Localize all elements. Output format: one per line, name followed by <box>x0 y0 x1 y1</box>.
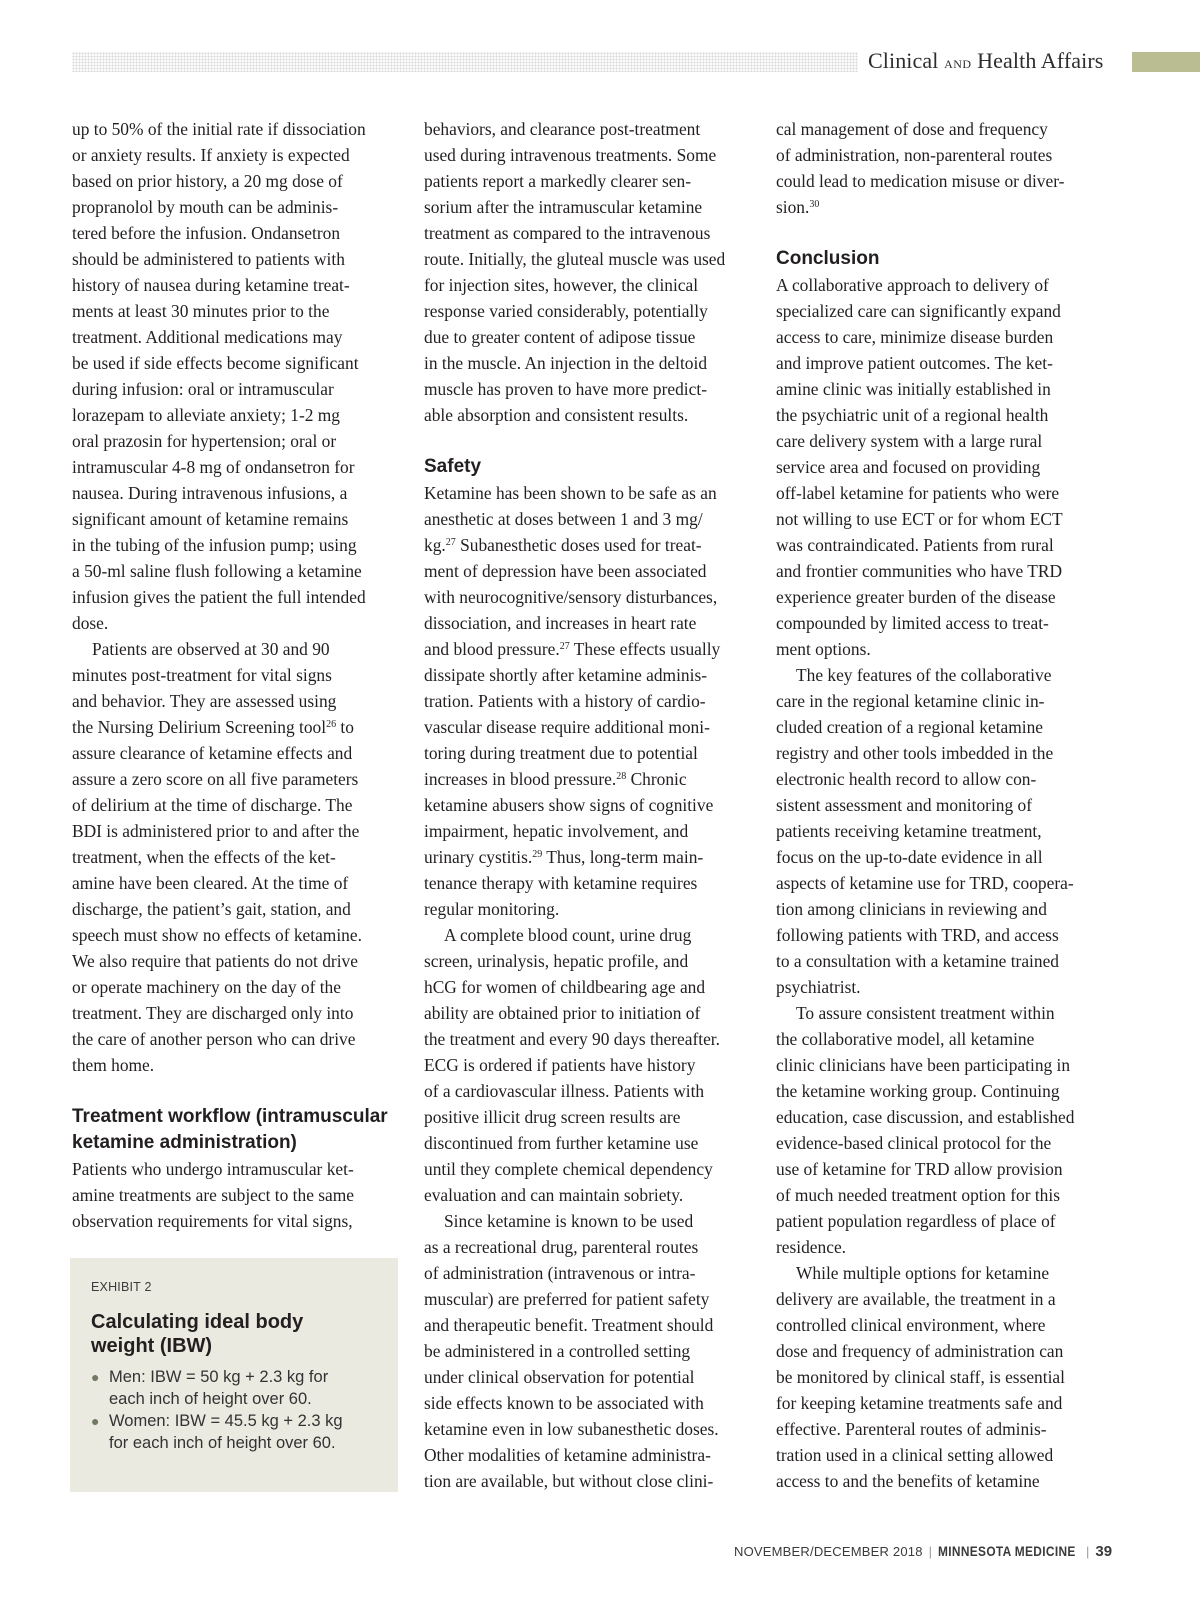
section-heading: Treatment workflow (intramuscular <box>72 1106 388 1127</box>
section-title: Clinical AND Health Affairs <box>868 48 1104 73</box>
page-number: 39 <box>1095 1543 1113 1560</box>
section-heading: Safety <box>424 456 482 477</box>
citation-superscript: 28 <box>616 771 627 782</box>
publication-name: MINNESOTA MEDICINE <box>938 1543 1076 1559</box>
bullet-icon: ● <box>91 1413 100 1429</box>
paragraph: Patients are observed at 30 and 90 minutes post-treatment for vital signs and behavior. They are assessed using the Nursing Delirium Screening tool$^{26}$ to assure clearance of ketamine effects and assure a zero score on all five parameters of delirium at the time of discharge. The BDI is administered prior to and after the treatment, when the effects of the ket- amine have been cleared. At the time of discharge, the patient’s gait, station, and speech must show no effects of ketamine. We also require that patients do not drive or operate machinery on the day of the treatment. They are discharged only into the care of another person who can drive them home. <box>72 639 362 1075</box>
header-dot-pattern <box>72 52 858 72</box>
citation-superscript: 26 <box>326 719 337 730</box>
paragraph: up to 50% of the initial rate if dissociation or anxiety results. If anxiety is expected based on prior history, a 20 mg dose of propranolol by mouth can be adminis- tered before the infusion. Ondansetron should be administered to patients with history of nausea during ketamine treat- ments at least 30 minutes prior to the treatment. Additional medications may be used if side effects become significant during infusion: oral or intramuscular lorazepam to alleviate anxiety; 1-2 mg oral prazosin for hypertension; oral or intramuscular 4-8 mg of ondansetron for nausea. During intravenous infusions, a significant amount of ketamine remains in the tubing of the infusion pump; using a 50-ml saline flush following a ketamine infusion gives the patient the full intended dose. <box>72 119 366 633</box>
citation-superscript: 30 <box>809 199 820 210</box>
paragraph: Since ketamine is known to be used as a recreational drug, parenteral routes of administration (intravenous or intra- muscular) are preferred for patient safety and therapeutic benefit. Treatment should be administered in a controlled setting under clinical observation for potential side effects known to be associated with ketamine even in low subanesthetic doses. Other modalities of ketamine administra- tion are available, but without close clini- <box>424 1211 719 1491</box>
page-footer <box>734 1543 1112 1561</box>
footer-divider: | <box>928 1544 933 1559</box>
paragraph: While multiple options for ketamine delivery are available, the treatment in a controlled clinical environment, where dose and frequency of administration can be monitored by clinical staff, is essential for keeping ketamine treatments safe and effective. Parenteral routes of adminis- tration used in a clinical setting allowed access to and the benefits of ketamine <box>776 1263 1065 1491</box>
paragraph: behaviors, and clearance post-treatment used during intravenous treatments. Some patients report a markedly clearer sen- sorium after the intramuscular ketamine treatment as compared to the intravenous route. Initially, the gluteal muscle was used for injection sites, however, the clinical response varied considerably, potentially due to greater content of adipose tissue in the muscle. An injection in the deltoid muscle has proven to have more predict- able absorption and consistent results. <box>424 119 726 425</box>
paragraph: A collaborative approach to delivery of specialized care can significantly expand access to care, minimize disease burden and improve patient outcomes. The ket- amine clinic was initially established in the psychiatric unit of a regional health care delivery system with a large rural service area and focused on providing off-label ketamine for patients who were not willing to use ECT or for whom ECT was contraindicated. Patients from rural and frontier communities who have TRD experience greater burden of the disease compounded by limited access to treat- ment options. <box>776 275 1063 659</box>
citation-superscript: 27 <box>445 537 456 548</box>
column-2 <box>424 116 754 1494</box>
bullet-icon: ● <box>91 1369 100 1385</box>
header-accent-bar <box>1132 52 1200 72</box>
column-3 <box>776 116 1106 1494</box>
exhibit-box <box>70 1258 398 1492</box>
list-item: ● Men: IBW = 50 kg + 2.3 kg for each inch of height over 60. <box>91 1368 329 1408</box>
exhibit-label: EXHIBIT 2 <box>91 1280 152 1294</box>
section-heading: ketamine administration) <box>72 1132 297 1153</box>
paragraph: To assure consistent treatment within the collaborative model, all ketamine clinic clinicians have been participating in the ketamine working group. Continuing education, case discussion, and established evidence-based clinical protocol for the use of ketamine for TRD allow provision of much needed treatment option for this patient population regardless of place of residence. <box>776 1003 1075 1257</box>
paragraph: A complete blood count, urine drug screen, urinalysis, hepatic profile, and hCG for women of childbearing age and ability are obtained prior to initiation of the treatment and every 90 days thereafter. ECG is ordered if patients have history of a cardiovascular illness. Patients with positive illicit drug screen results are discontinued from further ketamine use until they complete chemical dependency evaluation and can maintain sobriety. <box>424 925 720 1205</box>
paragraph: Ketamine has been shown to be safe as an anesthetic at doses between 1 and 3 mg/ kg.$^{27}$ Subanesthetic doses used for treat- ment of depression have been associated with neurocognitive/sensory disturbances, dissociation, and increases in heart rate and blood pressure.$^{27}$ These effects usually dissipate shortly after ketamine adminis- tration. Patients with a history of cardio- vascular disease require additional moni- toring during treatment due to potential increases in blood pressure.$^{28}$ Chronic ketamine abusers show signs of cognitive impairment, hepatic involvement, and urinary cystitis.$^{29}$ Thus, long-term main- tenance therapy with ketamine requires regular monitoring. <box>424 483 721 919</box>
exhibit-list <box>91 1366 391 1454</box>
running-header <box>72 46 1200 76</box>
exhibit-title: Calculating ideal body weight (IBW) <box>91 1311 304 1357</box>
paragraph: The key features of the collaborative care in the regional ketamine clinic in- cluded creation of a regional ketamine registry and other tools imbedded in the electronic health record to allow con- sistent assessment and monitoring of patients receiving ketamine treatment, focus on the up-to-date evidence in all aspects of ketamine use for TRD, coopera- tion among clinicians in reviewing and following patients with TRD, and access to a consultation with a ketamine trained psychiatrist. <box>776 665 1074 997</box>
footer-divider: | <box>1086 1544 1090 1559</box>
list-item: ● Women: IBW = 45.5 kg + 2.3 kg for each inch of height over 60. <box>91 1412 343 1452</box>
paragraph: cal management of dose and frequency of administration, non-parenteral routes could lead to medication misuse or diver- sion.$^{30}$ <box>776 119 1065 217</box>
citation-superscript: 27 <box>559 641 570 652</box>
citation-superscript: 29 <box>532 849 543 860</box>
column-1 <box>72 116 400 1234</box>
section-heading: Conclusion <box>776 248 880 269</box>
issue-date: NOVEMBER/DECEMBER 2018 <box>734 1544 923 1559</box>
paragraph: Patients who undergo intramuscular ket- amine treatments are subject to the same observation requirements for vital signs, <box>72 1159 355 1231</box>
